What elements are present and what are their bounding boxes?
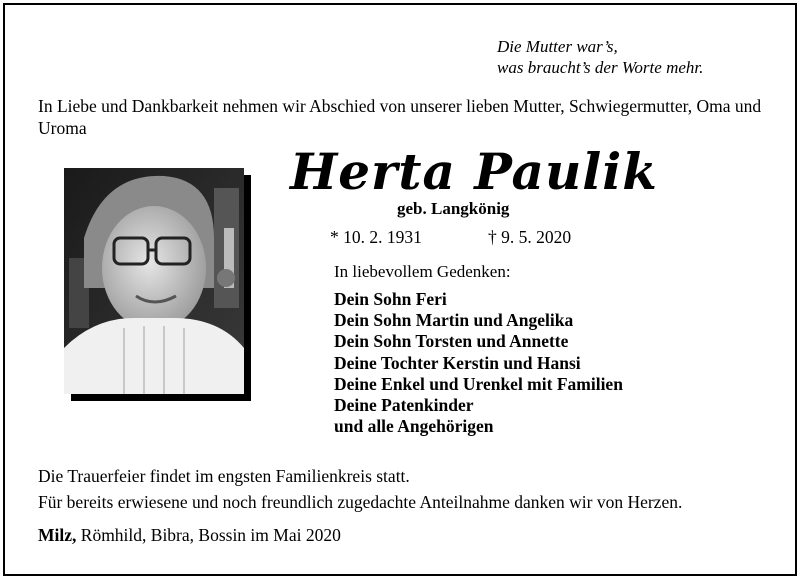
mourners-list: [334, 289, 623, 437]
intro-text: In Liebe und Dankbarkeit nehmen wir Abschied von unserer lieben Mutter, Schwiegermutter, Oma und Uroma: [38, 96, 762, 138]
mourner-item: Deine Enkel und Urenkel mit Familien: [334, 373, 623, 394]
mourner-item: Dein Sohn Martin und Angelika: [334, 310, 574, 331]
place-and-date: [38, 525, 341, 546]
motto-quote: [497, 36, 703, 78]
motto-line-2: was braucht’s der Worte mehr.: [497, 58, 704, 77]
memory-heading: In liebevollem Gedenken:: [334, 262, 511, 281]
thanks-note: Für bereits erwiesene und noch freundlich zugedachte Anteilnahme danken wir von Herzen.: [38, 492, 683, 512]
mourner-item: Deine Patenkinder: [334, 395, 474, 416]
funeral-service-note: Die Trauerfeier findet im engsten Familienkreis statt.: [38, 466, 410, 486]
mourner-item: Dein Sohn Torsten und Annette: [334, 331, 569, 352]
place-rest: Römhild, Bibra, Bossin im Mai 2020: [76, 525, 341, 545]
mourner-item: Dein Sohn Feri: [334, 289, 447, 309]
mourner-item: und alle Angehörigen: [334, 416, 494, 437]
portrait-image: [64, 168, 244, 394]
birth-date: * 10. 2. 1931: [330, 227, 422, 247]
place-primary: Milz,: [38, 525, 77, 545]
portrait-photo: [64, 168, 244, 394]
motto-line-1: Die Mutter war’s,: [497, 37, 618, 56]
mourner-item: Deine Tochter Kerstin und Hansi: [334, 352, 581, 373]
deceased-name: Herta Paulik: [290, 142, 658, 201]
maiden-name: geb. Langkönig: [397, 199, 510, 218]
death-date: † 9. 5. 2020: [488, 227, 572, 247]
